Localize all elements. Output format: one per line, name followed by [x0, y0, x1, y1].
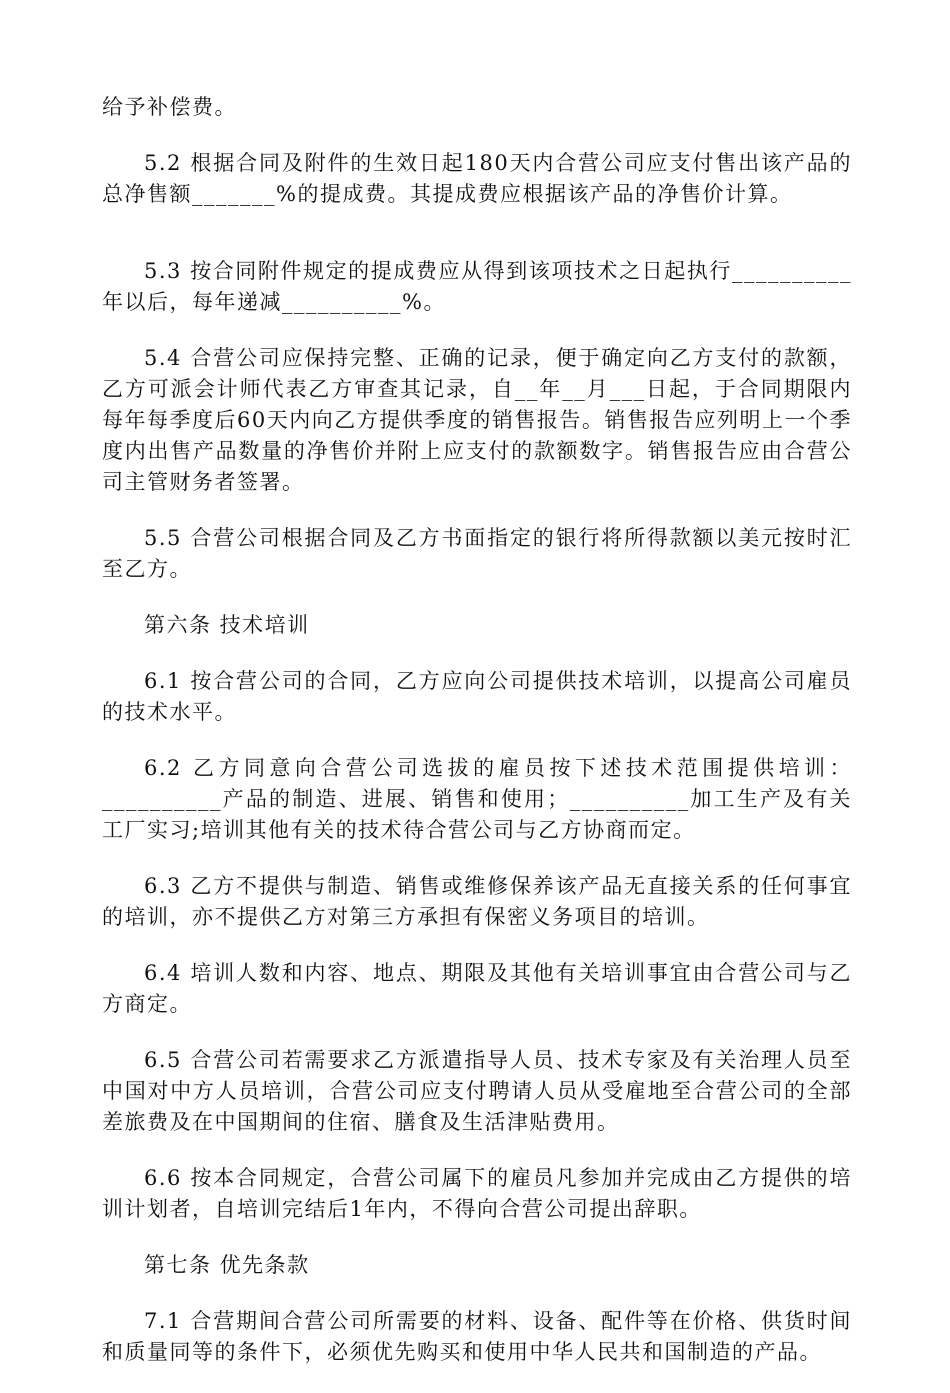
- section-heading-7: 第七条 优先条款: [144, 1253, 310, 1277]
- clause-5-2: 5.2 根据合同及附件的生效日起180天内合营公司应支付售出该产品的总净售额_______%的提成费。其提成费应根据该产品的净售价计算。: [102, 151, 852, 206]
- clause-5-3: 5.3 按合同附件规定的提成费应从得到该项技术之日起执行__________年以后，每年递减__________%。: [102, 259, 852, 314]
- clause-6-6: 6.6 按本合同规定，合营公司属下的雇员凡参加并完成由乙方提供的培训计划者，自培训完结后1年内，不得向合营公司提出辞职。: [102, 1166, 852, 1221]
- clause-7-1: 7.1 合营期间合营公司所需要的材料、设备、配件等在价格、供货时间和质量同等的条件下，必须优先购买和使用中华人民共和国制造的产品。: [102, 1309, 852, 1364]
- clause-6-3: 6.3 乙方不提供与制造、销售或维修保养该产品无直接关系的任何事宜的培训，亦不提供乙方对第三方承担有保密义务项目的培训。: [102, 874, 852, 929]
- clause-6-5: 6.5 合营公司若需要求乙方派遣指导人员、技术专家及有关治理人员至中国对中方人员培训，合营公司应支付聘请人员从受雇地至合营公司的全部差旅费及在中国期间的住宿、膳食及生活津贴费用。: [102, 1048, 852, 1134]
- document-body: [102, 92, 852, 1393]
- clause-6-1: 6.1 按合营公司的合同，乙方应向公司提供技术培训，以提高公司雇员的技术水平。: [102, 669, 852, 724]
- clause-6-4: 6.4 培训人数和内容、地点、期限及其他有关培训事宜由合营公司与乙方商定。: [102, 961, 852, 1016]
- clause-5-5: 5.5 合营公司根据合同及乙方书面指定的银行将所得款额以美元按时汇至乙方。: [102, 526, 852, 581]
- clause-6-2: 6.2 乙方同意向合营公司选拔的雇员按下述技术范围提供培训：__________产品的制造、进展、销售和使用；__________加工生产及有关工厂实习;培训其他有关的技术待合营公司与乙方协商而定。: [102, 756, 852, 842]
- section-heading-6: 第六条 技术培训: [144, 613, 310, 637]
- clause-5-4: 5.4 合营公司应保持完整、正确的记录，便于确定向乙方支付的款额，乙方可派会计师代表乙方审查其记录，自__年__月___日起，于合同期限内每年每季度后60天内向乙方提供季度的销售报告。销售报告应列明上一个季度内出售产品数量的净售价并附上应支付的款额数字。销售报告应由合营公司主管财务者签署。: [102, 346, 852, 494]
- paragraph-continuation: 给予补偿费。: [102, 95, 237, 119]
